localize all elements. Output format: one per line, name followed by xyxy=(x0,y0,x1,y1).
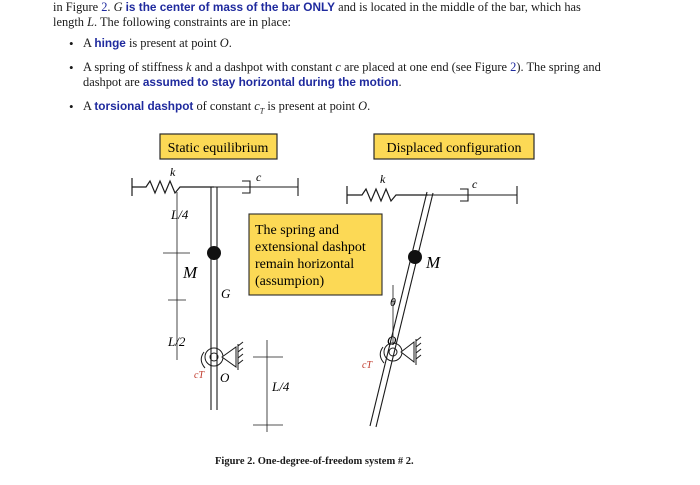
figure-caption xyxy=(215,456,414,467)
spring-right xyxy=(347,186,428,204)
spring-left xyxy=(132,178,214,196)
symbol-M: M xyxy=(426,253,441,272)
intro-text: . xyxy=(107,0,114,14)
symbol-G: G xyxy=(113,0,123,14)
svg-text:Static equilibrium: Static equilibrium xyxy=(167,141,269,156)
list-item: • A torsional dashpot of constant $c_T$ is present at point O. xyxy=(69,99,629,118)
svg-text:Displaced configuration: Displaced configuration xyxy=(386,141,522,156)
figure-reference[interactable]: 2 xyxy=(101,0,108,14)
svg-text:The spring and: The spring and xyxy=(255,223,339,238)
symbol-M: M xyxy=(183,263,198,282)
mass-M-displaced xyxy=(408,250,422,264)
symbol-O: O xyxy=(387,333,397,348)
symbol-cT: cT xyxy=(362,360,372,371)
symbol-L: L xyxy=(87,15,94,29)
intro-text: and is located in the middle of the bar, which has xyxy=(335,0,581,14)
static-equilibrium-label xyxy=(160,134,277,159)
bar-static xyxy=(211,187,217,410)
symbol-c: c xyxy=(472,177,478,191)
intro-bold: is the center of mass of the bar ONLY xyxy=(125,0,335,14)
hinge-left xyxy=(201,342,243,370)
figure-reference[interactable]: 2 xyxy=(510,60,517,74)
symbol-k: k xyxy=(380,172,386,186)
svg-text:remain horizontal: remain horizontal xyxy=(255,257,355,272)
svg-text:extensional dashpot: extensional dashpot xyxy=(255,240,366,255)
symbol-k: k xyxy=(170,165,176,179)
symbol-O: O xyxy=(220,370,230,385)
bold-term: torsional dashpot xyxy=(94,99,194,113)
intro-text: length xyxy=(53,15,88,29)
intro-text: . The following constraints are in place: xyxy=(93,15,291,29)
caption-text: One-degree-of-freedom system # 2. xyxy=(257,456,414,467)
caption-label: Figure 2. xyxy=(215,456,256,467)
dim-L4-top: L/4 xyxy=(171,207,189,222)
svg-text:(assumpion): (assumpion) xyxy=(255,274,325,289)
dim-L4-bottom: L/4 xyxy=(272,379,290,394)
list-item: • A hinge is present at point O. xyxy=(69,36,629,51)
symbol-c: c xyxy=(256,170,262,184)
dim-L2: L/2 xyxy=(168,334,186,349)
symbol-cT: cT xyxy=(194,370,204,381)
mass-M xyxy=(207,246,221,260)
displaced-configuration-label xyxy=(374,134,534,159)
bold-term: hinge xyxy=(94,36,126,50)
symbol-theta: θ xyxy=(390,295,396,309)
bold-term: assumed to stay horizontal during the motion xyxy=(142,75,399,89)
list-item: • A spring of stiffness k and a dashpot with constant c are placed at one end (see Figure 2). The spring and dashpot are assumed to stay horizontal during the motion. xyxy=(69,60,629,90)
intro-text: in Figure xyxy=(53,0,102,14)
note-box xyxy=(249,214,382,295)
symbol-G: G xyxy=(221,286,231,301)
